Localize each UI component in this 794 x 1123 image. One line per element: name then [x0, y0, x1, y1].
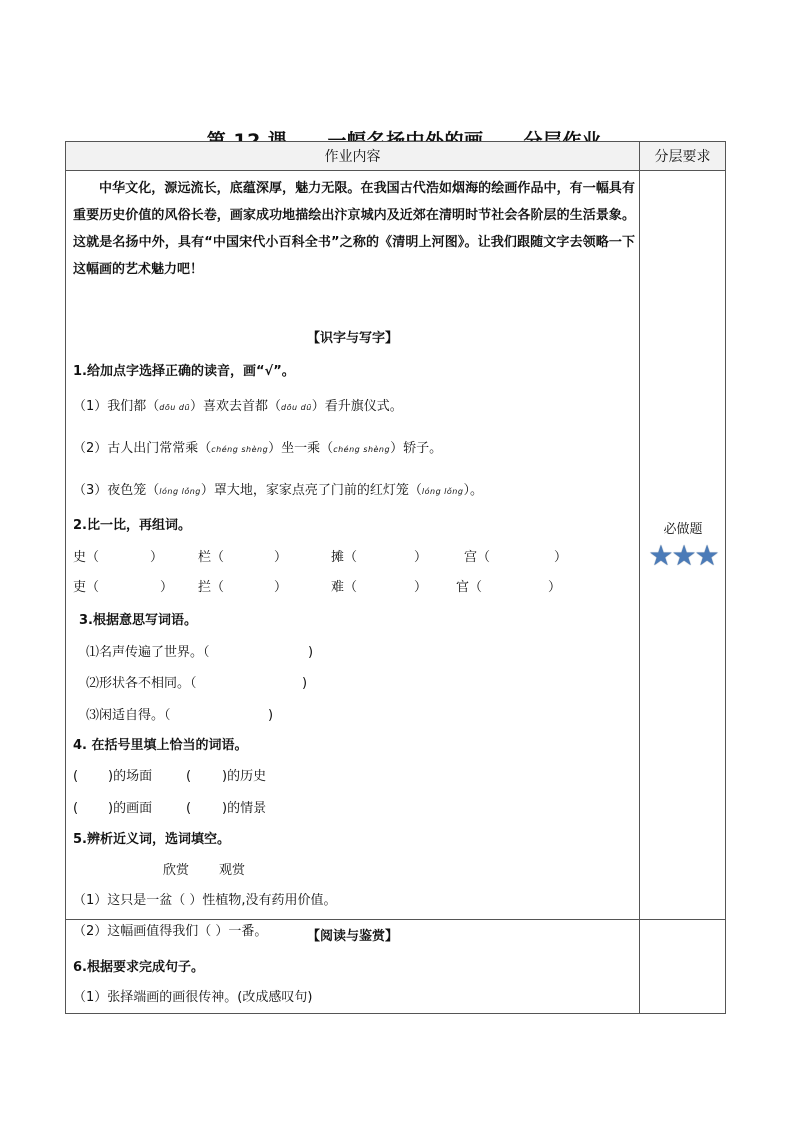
header-content: 作业内容	[66, 142, 640, 171]
section-heading-reading: 【阅读与鉴赏】	[306, 929, 398, 944]
header-requirement: 分层要求	[640, 142, 726, 171]
page-title	[0, 104, 794, 132]
reading-cell	[66, 920, 640, 1014]
q5-item-2: （2）这幅画值得我们（ ）一番。	[73, 924, 268, 939]
q1-title: 1.给加点字选择正确的读音，画“√”。	[73, 364, 295, 379]
q4-row-2: ( )的画面 ( )的情景	[73, 801, 267, 816]
q2-row-2: 吏（ ） 拦（ ） 难（ ） 官（ ）	[73, 580, 562, 595]
q3-item-1: ⑴名声传遍了世界。（ )	[86, 645, 314, 660]
difficulty-stars	[640, 541, 726, 571]
q4-title: 4. 在括号里填上恰当的词语。	[73, 738, 248, 753]
q5-item-1: （1）这只是一盆（ ）性植物,没有药用价值。	[73, 893, 337, 908]
q3-title: 3.根据意思写词语。	[79, 613, 197, 628]
q1-item-3: （3）夜色笼（lóng lǒng）罩大地，家家点亮了门前的红灯笼（lóng lǒng）。	[73, 483, 483, 498]
q5-title: 5.辨析近义词，选词填空。	[73, 832, 230, 847]
q2-title: 2.比一比，再组词。	[73, 518, 191, 533]
q5-word-options: 欣赏 观赏	[163, 863, 246, 878]
q2-row-1: 史（ ） 栏（ ） 摊（ ） 宫（ ）	[73, 550, 568, 565]
q3-item-2: ⑵形状各不相同。（ )	[86, 676, 308, 691]
q6-item-1: （1）张择端画的画很传神。(改成感叹句)	[73, 990, 313, 1005]
q1-item-1: （1）我们都（dōu dū）喜欢去首都（dōu dū）看升旗仪式。	[73, 399, 403, 414]
q6-title: 6.根据要求完成句子。	[73, 960, 204, 975]
table-header-row	[66, 142, 726, 171]
q4-row-1: ( )的场面 ( )的历史	[73, 769, 267, 784]
q1-item-2: （2）古人出门常常乘（chéng shèng）坐一乘（chéng shèng）轿子。	[73, 441, 443, 456]
q3-item-3: ⑶闲适自得。（ )	[86, 708, 274, 723]
star-icon: ★	[671, 539, 695, 572]
requirement-cell	[640, 171, 726, 920]
star-icon: ★	[694, 539, 718, 572]
section-heading-literacy: 【识字与写字】	[306, 331, 398, 346]
intro-paragraph: 中华文化，源远流长，底蕴深厚，魅力无限。在我国古代浩如烟海的绘画作品中，有一幅具有重要历史价值的风俗长卷，画家成功地描绘出汴京城内及近郊在清明时节社会各阶层的生活景象。这就是名扬中外，具有“中国宋代小百科全书”之称的《清明上河图》。让我们跟随文字去领略一下这幅画的艺术魅力吧！	[73, 181, 635, 277]
homework-table	[65, 141, 726, 1014]
reading-requirement-cell	[640, 920, 726, 1014]
star-icon: ★	[648, 539, 672, 572]
required-label: 必做题	[663, 522, 703, 537]
